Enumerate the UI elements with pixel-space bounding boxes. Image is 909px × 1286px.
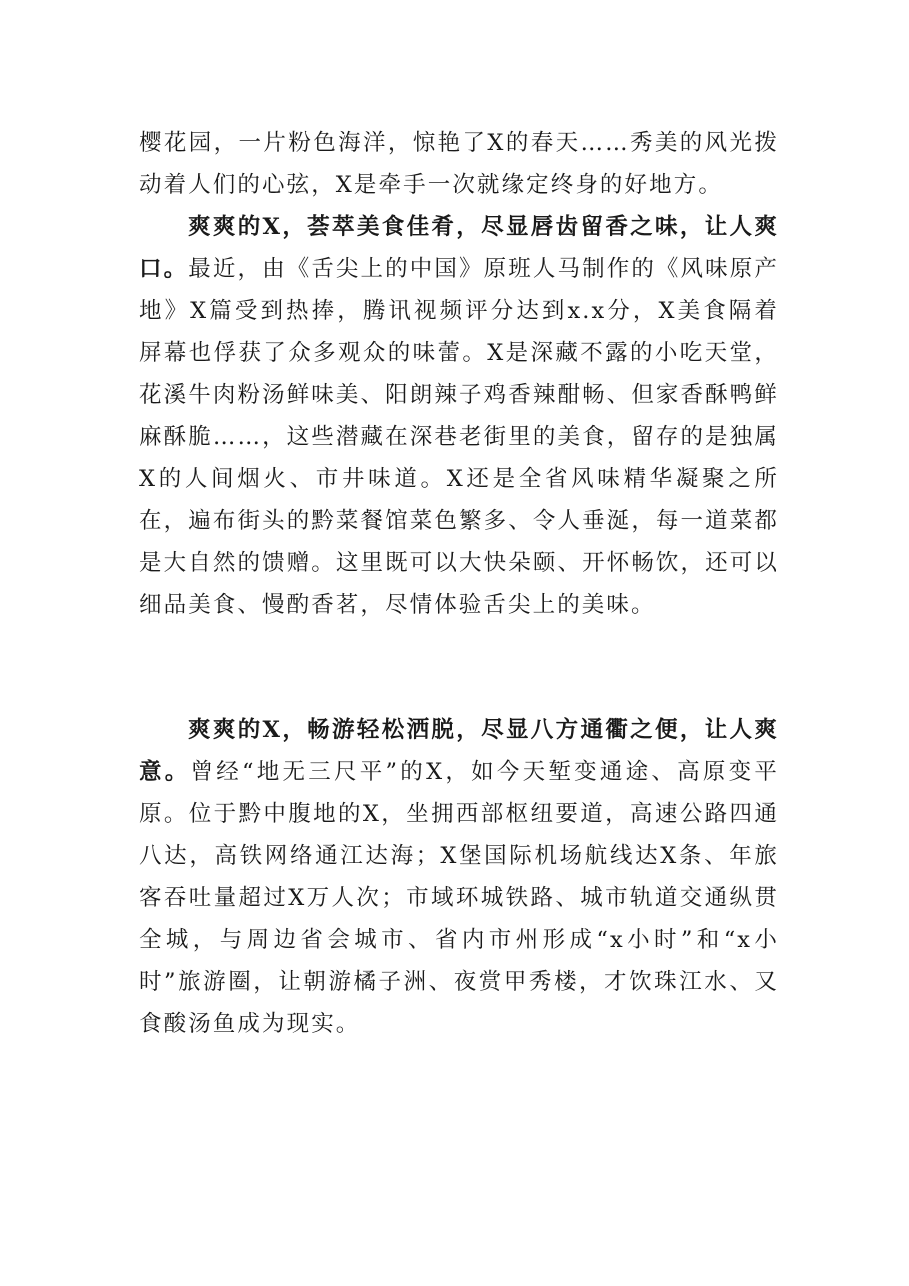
paragraph-body: 最近，由《舌尖上的中国》原班人马制作的《风味原产地》X篇受到热捧，腾讯视频评分达到x.x分，X美食隔着屏幕也俘获了众多观众的味蕾。X是深藏不露的小吃天堂，花溪牛肉粉汤鲜味美、阳朗辣子鸡香辣酣畅、但家香酥鸭鲜麻酥脆……，这些潜藏在深巷老街里的美食，留存的是独属X的人间烟火、市井味道。X还是全省风味精华凝聚之所在，遍布街头的黔菜餐馆菜色繁多、令人垂涎，每一道菜都是大自然的馈赠。这里既可以大快朵颐、开怀畅饮，还可以细品美食、慢酌香茗，尽情体验舌尖上的美味。 <box>139 256 779 618</box>
paragraph-lead-heading: 爽爽的X，荟萃美食佳肴，尽显唇齿留香之味，让人爽口。 <box>139 214 779 282</box>
paragraph-transport <box>139 709 779 1045</box>
paragraph-body: 曾经“地无三尺平”的X，如今天堑变通途、高原变平原。位于黔中腹地的X，坐拥西部枢纽要道，高速公路四通八达，高铁网络通江达海；X堡国际机场航线达X条、年旅客吞吐量超过X万人次；市域环城铁路、城市轨道交通纵贯全城，与周边省会城市、省内市州形成“x小时”和“x小时”旅游圈，让朝游橘子洲、夜赏甲秀楼，才饮珠江水、又食酸汤鱼成为现实。 <box>139 759 779 1037</box>
paragraph-food <box>139 206 779 626</box>
paragraph-lead-heading: 爽爽的X，畅游轻松洒脱，尽显八方通衢之便，让人爽意。 <box>139 717 779 785</box>
paragraph-body: 樱花园，一片粉色海洋，惊艳了X的春天……秀美的风光拨动着人们的心弦，X是牵手一次就缘定终身的好地方。 <box>139 130 779 198</box>
paragraph-spring-scenery <box>139 122 779 206</box>
